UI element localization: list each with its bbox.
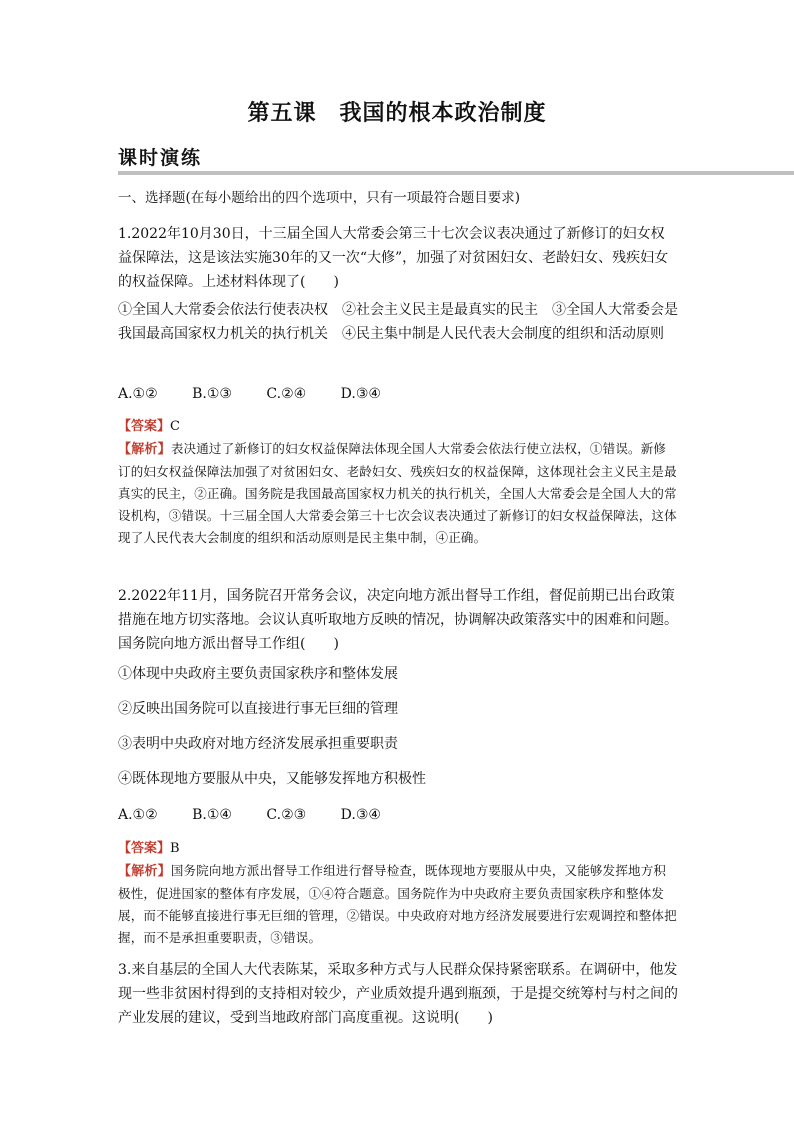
section-divider: [118, 171, 794, 175]
statement-2: ②反映出国务院可以直接进行事无巨细的管理: [118, 701, 398, 717]
question-1-options: [118, 383, 678, 405]
statement-4: ④既体现地方要服从中央，又能够发挥地方积极性: [118, 771, 426, 787]
question-1-statements: [118, 298, 678, 346]
analysis-label: 【解析】: [118, 442, 171, 457]
option-a: A.①②: [118, 807, 158, 823]
answer-value: C: [170, 419, 180, 434]
page-title: 第五课 我国的根本政治制度: [247, 101, 547, 126]
question-2-answer: [118, 838, 678, 860]
question-2-analysis: [118, 860, 678, 949]
question-stem: 3.来自基层的全国人大代表陈某，采取多种方式与人民群众保持紧密联系。在调研中，他发现一些非贫困村得到的支持相对较少，产业质效提升遇到瓶颈，于是提交统筹村与村之间的产业发展的建议，受到当地政府部门高度重视。这说明( ): [118, 962, 678, 1026]
part-heading: 一、选择题(在每小题给出的四个选项中，只有一项最符合题目要求): [118, 190, 521, 206]
option-d: D.③④: [340, 807, 381, 823]
statement-1: ①体现中央政府主要负责国家秩序和整体发展: [118, 666, 398, 682]
option-b: B.①④: [192, 807, 232, 823]
question-stem: 1.2022年10月30日，十三届全国人大常委会第三十七次会议表决通过了新修订的妇女权益保障法，这是该法实施30年的又一次“大修”，加强了对贫困妇女、老龄妇女、残疾妇女的权益保障。上述材料体现了( ): [118, 226, 669, 290]
option-c: C.②④: [266, 386, 307, 402]
answer-value: B: [170, 841, 180, 856]
analysis-text: 国务院向地方派出督导工作组进行督导检查，既体现地方要服从中央，又能够发挥地方积极性，促进国家的整体有序发展，①④符合题意。国务院作为中央政府主要负责国家秩序和整体发展，而不能够直接进行事无巨细的管理，②错误。中央政府对地方经济发展要进行宏观调控和整体把握，而不是承担重要职责，③错误。: [118, 863, 677, 945]
section-heading: 课时演练: [118, 147, 203, 169]
question-stem: 2.2022年11月，国务院召开常务会议，决定向地方派出督导工作组，督促前期已出台政策措施在地方切实落地。会议认真听取地方反映的情况，协调解决政策落实中的困难和问题。国务院向地方派出督导工作组( ): [118, 588, 678, 652]
option-b: B.①③: [192, 386, 232, 402]
question-1-answer: [118, 416, 678, 438]
answer-label: 【答案】: [118, 841, 171, 856]
option-d: D.③④: [340, 386, 381, 402]
option-c: C.②③: [266, 807, 307, 823]
statement-3: ③表明中央政府对地方经济发展承担重要职责: [118, 736, 398, 752]
option-a: A.①②: [118, 386, 158, 402]
question-statements: ①全国人大常委会依法行使表决权 ②社会主义民主是最真实的民主 ③全国人大常委会是我国最高国家权力机关的执行机关 ④民主集中制是人民代表大会制度的组织和活动原则: [118, 302, 678, 342]
analysis-text: 表决通过了新修订的妇女权益保障法体现全国人大常委会依法行使立法权，①错误。新修订的妇女权益保障法加强了对贫困妇女、老龄妇女、残疾妇女的权益保障，这体现社会主义民主是最真实的民主，②正确。国务院是我国最高国家权力机关的执行机关，全国人大常委会是全国人大的常设机构，③错误。十三届全国人大常委会第三十七次会议表决通过了新修订的妇女权益保障法，这体现了人民代表大会制度的组织和活动原则是民主集中制，④正确。: [118, 441, 677, 545]
question-2: [118, 584, 678, 656]
question-3: [118, 958, 678, 1030]
question-1-analysis: [118, 438, 678, 549]
question-2-options: [118, 804, 678, 826]
question-1: [118, 222, 678, 294]
answer-label: 【答案】: [118, 419, 171, 434]
analysis-label: 【解析】: [118, 864, 171, 879]
